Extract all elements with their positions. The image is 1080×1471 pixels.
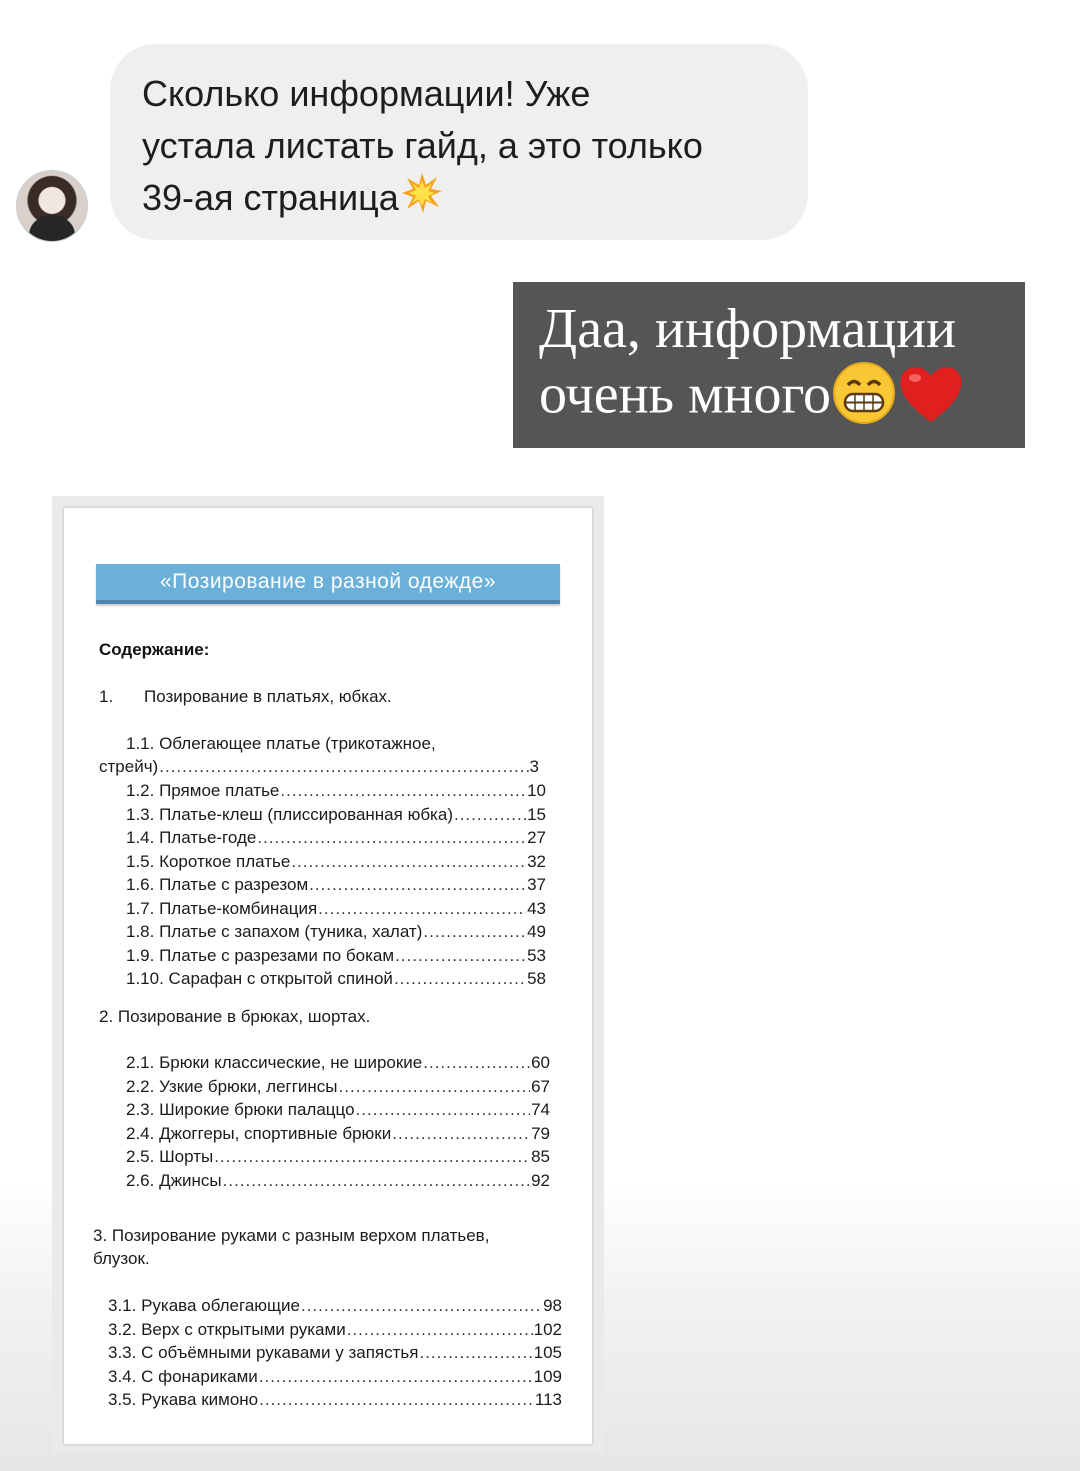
toc-entry bbox=[108, 1389, 562, 1411]
toc-dot-leader bbox=[423, 1052, 530, 1074]
toc-entry-label: 3.4. С фонариками bbox=[108, 1366, 258, 1386]
toc-entry-label: 2.4. Джоггеры, спортивные брюки bbox=[126, 1123, 392, 1143]
toc-dot-leader bbox=[259, 1366, 533, 1388]
toc-dot-leader bbox=[394, 968, 526, 990]
toc-entry-label: 1.3. Платье-клеш (плиссированная юбка) bbox=[126, 804, 453, 824]
toc-entry-page: 15 bbox=[527, 804, 546, 824]
toc-dot-leader bbox=[392, 1123, 530, 1145]
toc-entry bbox=[108, 1366, 562, 1388]
toc-entry bbox=[126, 1123, 550, 1145]
red-heart-icon bbox=[897, 362, 965, 437]
section-2-title: 2. Позирование в брюках, шортах. bbox=[99, 1007, 371, 1026]
toc-entry-label: 2.3. Широкие брюки палаццо bbox=[126, 1100, 355, 1119]
toc-entry-1-1-line1: 1.1. Облегающее платье (трикотажное, bbox=[126, 734, 436, 753]
section-3-title-line2: блузок. bbox=[93, 1249, 150, 1268]
toc-entry-page: 92 bbox=[531, 1170, 550, 1190]
toc-dot-leader bbox=[280, 780, 526, 802]
incoming-message-text bbox=[142, 68, 792, 228]
toc-entry bbox=[126, 827, 546, 849]
toc-entry bbox=[126, 1076, 550, 1098]
message-text: Сколько информации! Уже устала листать гайд, а это только 39-ая страница bbox=[142, 73, 703, 218]
reply-text-content: Даа, информации очень много bbox=[539, 298, 957, 426]
toc-dot-leader bbox=[223, 1170, 531, 1192]
toc-entry-label: 2.1. Брюки классические, не широкие bbox=[126, 1053, 423, 1072]
toc-entry-page: 49 bbox=[527, 922, 546, 941]
toc-entry-label: 2.5. Шорты bbox=[126, 1147, 214, 1166]
toc-dot-leader bbox=[454, 804, 526, 826]
toc-entry-label: стрейч) bbox=[99, 757, 159, 776]
toc-entry bbox=[126, 945, 546, 967]
toc-entry-1-1 bbox=[99, 756, 539, 778]
toc-dot-leader bbox=[419, 1342, 532, 1364]
section-1-number: 1. bbox=[99, 687, 114, 706]
toc-entry bbox=[126, 1052, 550, 1074]
toc-dot-leader bbox=[423, 921, 526, 943]
toc-dot-leader bbox=[339, 1076, 531, 1098]
toc-dot-leader bbox=[356, 1099, 531, 1121]
contents-heading: Содержание: bbox=[99, 640, 210, 659]
toc-entry-page: 113 bbox=[534, 1390, 562, 1409]
toc-entry bbox=[126, 1170, 550, 1192]
incoming-message-bubble[interactable] bbox=[110, 44, 808, 240]
toc-entry-page: 10 bbox=[527, 781, 546, 800]
toc-entry-page: 67 bbox=[531, 1076, 550, 1096]
section-1-title: Позирование в платьях, юбках. bbox=[144, 687, 392, 706]
toc-entry bbox=[108, 1295, 562, 1317]
toc-entry-label: 2.6. Джинсы bbox=[126, 1170, 222, 1190]
toc-dot-leader bbox=[318, 898, 526, 920]
toc-entry bbox=[126, 804, 546, 826]
toc-dot-leader bbox=[291, 851, 526, 873]
toc-entry-page: 27 bbox=[527, 828, 546, 847]
toc-entry bbox=[126, 968, 546, 990]
toc-entry-label: 3.1. Рукава облегающие bbox=[108, 1296, 300, 1315]
toc-entry-label: 3.3. С объёмными рукавами у запястья bbox=[108, 1343, 419, 1362]
toc-dot-leader bbox=[347, 1319, 533, 1341]
toc-dot-leader bbox=[159, 756, 528, 778]
toc-entry-label: 1.5. Короткое платье bbox=[126, 851, 291, 871]
toc-entry-label: 1.6. Платье с разрезом bbox=[126, 875, 309, 894]
toc-entry-page: 98 bbox=[543, 1296, 562, 1315]
toc-dot-leader bbox=[214, 1146, 530, 1168]
toc-entry-page: 3 bbox=[529, 757, 539, 776]
grinning-face-icon bbox=[831, 360, 897, 439]
toc-dot-leader bbox=[259, 1389, 534, 1411]
toc-entry-label: 1.10. Сарафан с открытой спиной bbox=[126, 969, 393, 988]
sender-avatar[interactable] bbox=[16, 170, 88, 242]
guide-title-banner: «Позирование в разной одежде» bbox=[96, 564, 560, 604]
toc-entry-page: 43 bbox=[527, 898, 546, 918]
toc-entry-label: 1.7. Платье-комбинация bbox=[126, 898, 318, 918]
toc-entry-label: 3.2. Верх с открытыми руками bbox=[108, 1319, 346, 1339]
toc-entry bbox=[126, 921, 546, 943]
toc-entry bbox=[108, 1342, 562, 1364]
toc-entry-page: 37 bbox=[527, 875, 546, 894]
toc-entry bbox=[126, 851, 546, 873]
toc-entry-label: 1.2. Прямое платье bbox=[126, 781, 280, 800]
toc-dot-leader bbox=[257, 827, 526, 849]
toc-entry-page: 85 bbox=[531, 1147, 550, 1166]
toc-entry bbox=[126, 1146, 550, 1168]
toc-dot-leader bbox=[301, 1295, 542, 1317]
toc-entry-page: 105 bbox=[533, 1343, 562, 1362]
guide-contents-page bbox=[64, 508, 592, 1444]
toc-entry bbox=[126, 780, 546, 802]
toc-entry-label: 2.2. Узкие брюки, леггинсы bbox=[126, 1076, 338, 1096]
section-3-title-line1: 3. Позирование руками с разным верхом платьев, bbox=[93, 1226, 490, 1245]
toc-entry-page: 74 bbox=[531, 1100, 550, 1119]
reply-text bbox=[539, 298, 1019, 439]
toc-entry-label: 3.5. Рукава кимоно bbox=[108, 1390, 259, 1409]
reply-text-overlay bbox=[513, 282, 1025, 448]
toc-entry bbox=[126, 898, 546, 920]
toc-dot-leader bbox=[395, 945, 526, 967]
toc-entry-label: 1.9. Платье с разрезами по бокам bbox=[126, 945, 395, 965]
toc-entry-page: 32 bbox=[527, 851, 546, 871]
toc-entry bbox=[126, 874, 546, 896]
toc-entry bbox=[126, 1099, 550, 1121]
toc-entry bbox=[108, 1319, 562, 1341]
collision-icon bbox=[401, 172, 443, 228]
toc-dot-leader bbox=[309, 874, 526, 896]
toc-entry-page: 79 bbox=[531, 1123, 550, 1143]
toc-entry-label: 1.8. Платье с запахом (туника, халат) bbox=[126, 922, 423, 941]
toc-entry-page: 60 bbox=[531, 1053, 550, 1072]
toc-entry-page: 109 bbox=[533, 1366, 562, 1386]
toc-entry-label: 1.4. Платье-годе bbox=[126, 828, 257, 847]
toc-entry-page: 53 bbox=[527, 945, 546, 965]
toc-entry-page: 58 bbox=[527, 969, 546, 988]
toc-entry-page: 102 bbox=[533, 1319, 562, 1339]
avatar-figure bbox=[29, 215, 75, 242]
